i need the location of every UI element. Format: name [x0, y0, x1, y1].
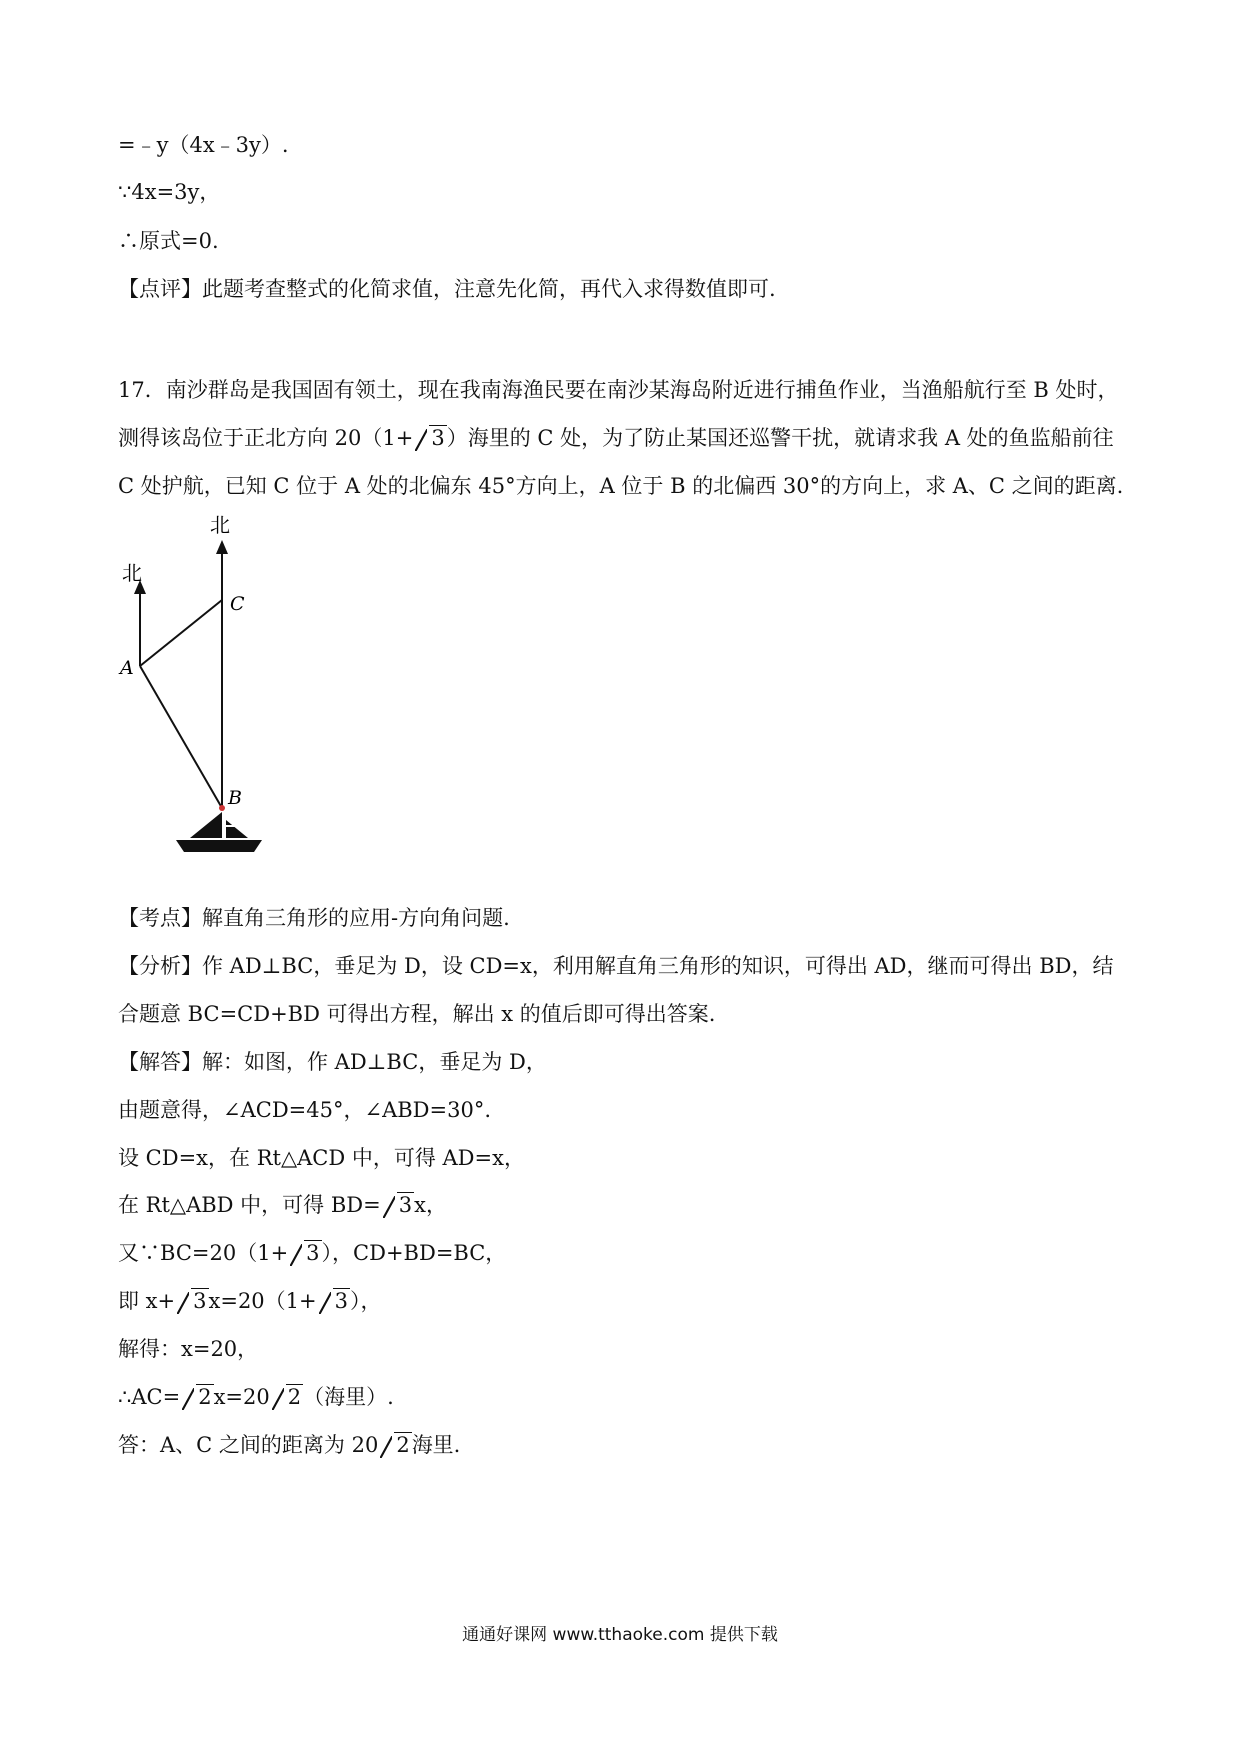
jieda-line-4: 在 Rt△ABD 中，可得 BD= 3x， [118, 1190, 447, 1220]
label-a: A [120, 657, 134, 679]
sqrt-symbol: 3 [290, 1238, 321, 1268]
north-label-right: 北 [210, 513, 230, 537]
arrowhead-b [216, 540, 228, 554]
sqrt-symbol: 2 [380, 1430, 411, 1460]
boat-icon [176, 805, 262, 852]
jieda-line-2: 由题意得，∠ACD=45°，∠ABD=30°. [118, 1098, 492, 1122]
segment-ac [140, 600, 222, 666]
sqrt-symbol: 3 [177, 1286, 208, 1316]
review-note: 【点评】此题考查整式的化简求值，注意先化简，再代入求得数值即可. [118, 277, 776, 301]
sqrt-symbol: 3 [319, 1286, 350, 1316]
page-footer: 通通好课网 www.tthaoke.com 提供下载 [462, 1625, 778, 1645]
q17-line-3: C 处护航，已知 C 位于 A 处的北偏东 45°方向上，A 位于 B 的北偏西 30°的方向上，求 A、C 之间的距离. [118, 474, 1124, 498]
prev-line-3: ∴原式=0. [118, 229, 219, 253]
kaodian: 【考点】解直角三角形的应用-方向角问题. [118, 906, 510, 930]
fenxi-line-2: 合题意 BC=CD+BD 可得出方程，解出 x 的值后即可得出答案. [118, 1002, 716, 1026]
q17-line-1: 17．南沙群岛是我国固有领土，现在我南海渔民要在南沙某海岛附近进行捕鱼作业，当渔船航行至 B 处时， [118, 378, 1119, 402]
direction-diagram [118, 508, 268, 853]
sqrt-symbol: 3 [415, 423, 446, 453]
jieda-line-6: 即 x+ 3x=20（1+ 3）， [118, 1286, 382, 1316]
jieda-line-1: 【解答】解：如图，作 AD⊥BC，垂足为 D， [118, 1050, 547, 1074]
prev-line-1: =﹣y（4x﹣3y）. [118, 133, 289, 157]
jieda-line-9: 答：A、C 之间的距离为 20 2海里. [118, 1430, 460, 1460]
prev-line-2: ∵4x=3y， [118, 180, 221, 204]
jieda-line-5: 又∵BC=20（1+ 3），CD+BD=BC， [118, 1238, 506, 1268]
north-label-left: 北 [122, 561, 142, 585]
jieda-line-7: 解得：x=20， [118, 1337, 259, 1361]
label-b: B [228, 787, 242, 809]
segment-ab [140, 666, 222, 808]
fenxi-line-1: 【分析】作 AD⊥BC，垂足为 D，设 CD=x，利用解直角三角形的知识，可得出 AD，继而可得出 BD，结 [118, 954, 1114, 978]
jieda-line-8: ∴AC= 2x=20 2（海里）. [118, 1382, 394, 1412]
sqrt-symbol: 2 [272, 1382, 303, 1412]
sqrt-symbol: 2 [182, 1382, 213, 1412]
q17-line-2: 测得该岛位于正北方向 20（1+ 3）海里的 C 处，为了防止某国还巡警干扰，就请求我 A 处的鱼监船前往 [118, 423, 1114, 453]
jieda-line-3: 设 CD=x，在 Rt△ACD 中，可得 AD=x， [118, 1146, 525, 1170]
sqrt-symbol: 3 [383, 1190, 414, 1220]
label-c: C [230, 593, 245, 615]
